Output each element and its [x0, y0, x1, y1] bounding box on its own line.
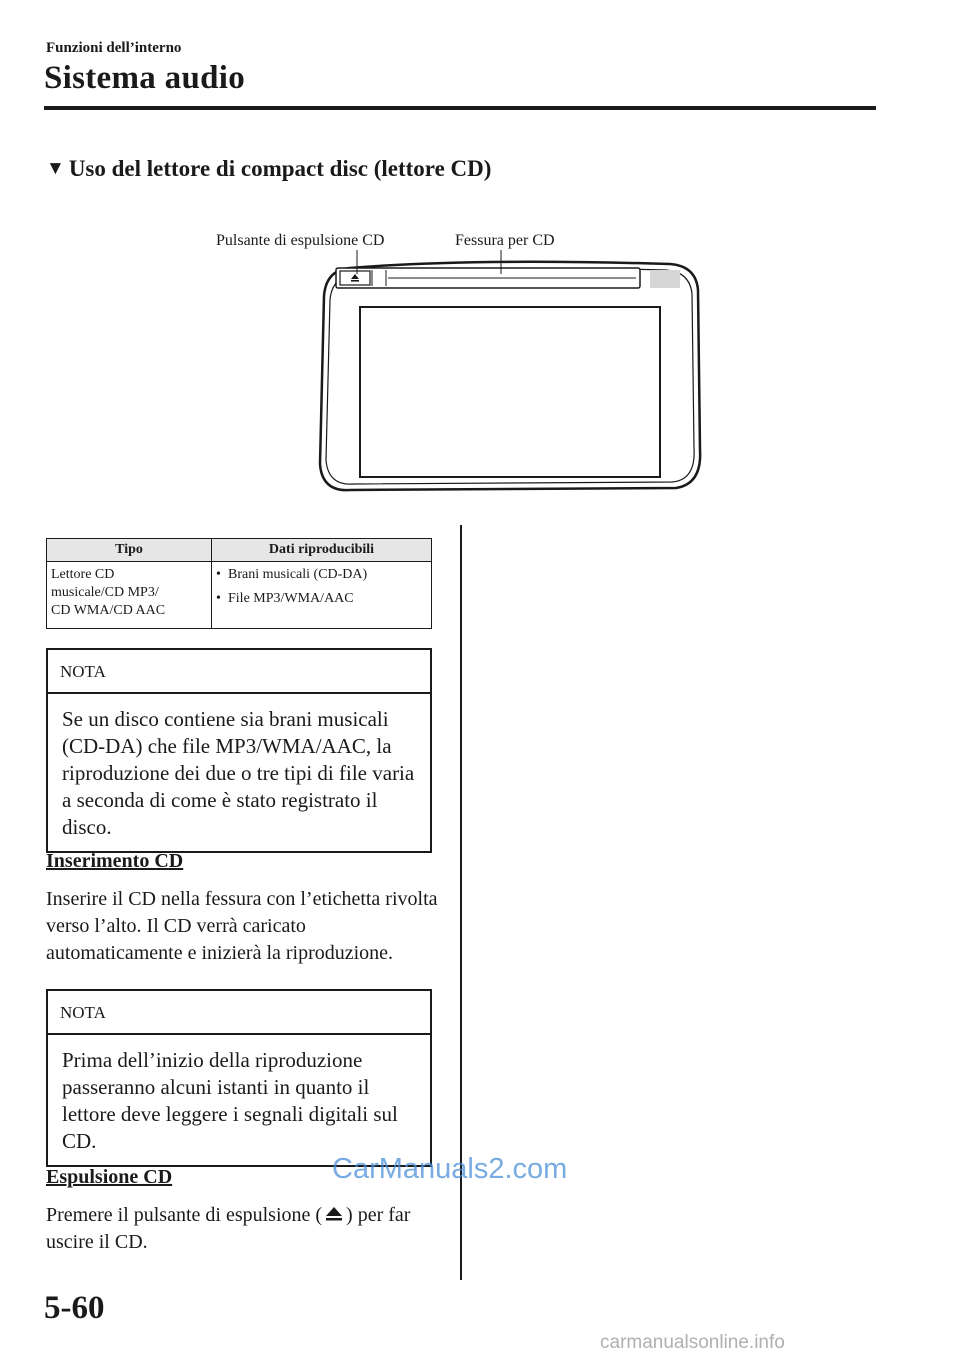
table-cell-data: [212, 562, 432, 629]
table-data-item: • File MP3/WMA/AAC: [228, 590, 427, 608]
playable-data-table: [46, 538, 432, 629]
header-section: Funzioni dell’interno: [46, 40, 182, 56]
section-heading: [46, 156, 491, 182]
note-body: Se un disco contiene sia brani musicali (CD-DA) che file MP3/WMA/AAC, la riproduzione dei due o tre tipi di file varia a seconda di come è stato registrato il disco.: [62, 707, 415, 839]
side-button-area: [650, 270, 680, 288]
eject-inline-icon: [322, 1204, 346, 1224]
note-title: NOTA: [48, 991, 430, 1035]
cd-player-diagram: [310, 250, 710, 500]
header-divider: [44, 106, 876, 110]
watermark-carmanualsonline: carmanualsonline.info: [600, 1332, 785, 1353]
eject-text-start: Premere il pulsante di espulsione (: [46, 1204, 323, 1226]
insert-cd-text: Inserire il CD nella fessura con l’etichetta rivolta verso l’alto. Il CD verrà caricato automaticamente e inizierà la riproduzione.: [46, 888, 438, 964]
insert-cd-heading: Inserimento CD: [46, 850, 184, 872]
note-box-1: [46, 648, 432, 853]
table-data-item: • Brani musicali (CD-DA): [228, 566, 427, 584]
page-title: Sistema audio: [44, 60, 246, 96]
table-row: [47, 562, 432, 629]
table-header-dati: Dati riproducibili: [212, 539, 432, 562]
table-header-row: [47, 539, 432, 562]
table-cell-type: Lettore CD musicale/CD MP3/ CD WMA/CD AAC: [47, 562, 212, 629]
note-title: NOTA: [48, 650, 430, 694]
page-number: 5-60: [44, 1290, 105, 1326]
eject-cd-text: [46, 1202, 436, 1256]
watermark-carmanuals2: CarManuals2.com: [332, 1153, 568, 1185]
callout-eject-button: Pulsante di espulsione CD: [216, 232, 385, 249]
table-header-tipo: Tipo: [47, 539, 212, 562]
eject-icon-bar: [351, 280, 359, 282]
eject-cd-heading: Espulsione CD: [46, 1166, 173, 1188]
section-heading-text: Uso del lettore di compact disc (lettore CD): [68, 156, 492, 181]
display-screen: [360, 307, 660, 477]
callout-cd-slot: Fessura per CD: [455, 232, 555, 249]
note-box-2: [46, 989, 432, 1167]
eject-text-end: ) per far uscire il CD.: [46, 1204, 411, 1253]
note-body: Prima dell’inizio della riproduzione passeranno alcuni istanti in quanto il lettore deve leggere i segnali digitali sul CD.: [62, 1048, 398, 1153]
triangle-marker-icon: ▼: [46, 158, 65, 179]
